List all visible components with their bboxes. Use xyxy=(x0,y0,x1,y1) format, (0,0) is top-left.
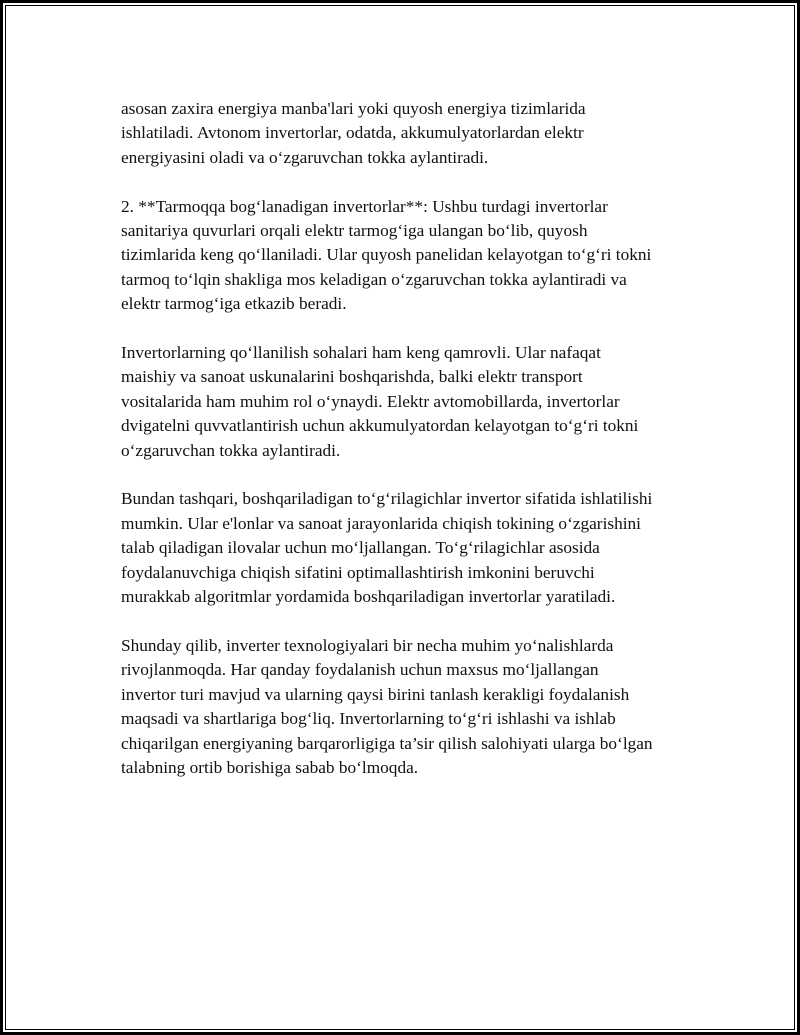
text-line: o‘zgaruvchan tokka aylantiradi. xyxy=(121,440,341,460)
text-line: elektr tarmog‘iga etkazib beradi. xyxy=(121,294,347,314)
text-line: chiqarilgan energiyaning barqarorligiga ta’sir qilish salohiyati ularga bo‘lgan xyxy=(121,733,653,753)
text-line: asosan zaxira energiya manba'lari yoki quyosh energiya tizimlarida xyxy=(121,99,586,118)
paragraph-controlled-rectifiers xyxy=(121,487,711,609)
text-line: talabning ortib borishiga sabab bo‘lmoqda. xyxy=(121,757,419,777)
text-line: murakkab algoritmlar yordamida boshqariladigan invertorlar yaratiladi. xyxy=(121,587,616,607)
text-line: maqsadi va shartlariga bog‘liq. Invertorlarning to‘g‘ri ishlashi va ishlab xyxy=(121,709,616,729)
text-line: tarmoq to‘lqin shakliga mos keladigan o‘zgaruvchan tokka aylantiradi va xyxy=(121,269,627,289)
text-line: Invertorlarning qo‘llanilish sohalari ham keng qamrovli. Ular nafaqat xyxy=(121,343,601,363)
text-line: tizimlarida keng qo‘llaniladi. Ular quyosh panelidan kelayotgan to‘g‘ri tokni xyxy=(121,245,652,265)
text-line: energiyasini oladi va o‘zgaruvchan tokka aylantiradi. xyxy=(121,147,489,167)
text-line: rivojlanmoqda. Har qanday foydalanish uchun maxsus mo‘ljallangan xyxy=(121,660,599,680)
document-body xyxy=(121,97,711,805)
text-line: maishiy va sanoat uskunalarini boshqarishda, balki elektr transport xyxy=(121,367,583,387)
text-line: talab qiladigan ilovalar uchun mo‘ljallangan. To‘g‘rilagichlar asosida xyxy=(121,538,600,558)
paragraph-application-areas xyxy=(121,341,711,463)
text-line: mumkin. Ular e'lonlar va sanoat jarayonlarida chiqish tokining o‘zgarishini xyxy=(121,513,641,533)
text-line: Bundan tashqari, boshqariladigan to‘g‘rilagichlar invertor sifatida ishlatilishi xyxy=(121,489,653,509)
text-line: invertor turi mavjud va ularning qaysi birini tanlash kerakligi foydalanish xyxy=(121,684,630,704)
text-line: ishlatiladi. Avtonom invertorlar, odatda, akkumulyatorlardan elektr xyxy=(121,123,584,143)
text-line: dvigatelni quvvatlantirish uchun akkumulyatordan kelayotgan to‘g‘ri tokni xyxy=(121,416,639,436)
paragraph-grid-tied-inverters xyxy=(121,195,711,317)
text-line: vositalarida ham muhim rol o‘ynaydi. Elektr avtomobillarda, invertorlar xyxy=(121,391,620,411)
paragraph-autonomous-inverters-end xyxy=(121,97,711,170)
text-line: 2. **Tarmoqqa bog‘lanadigan invertorlar**: Ushbu turdagi invertorlar xyxy=(121,196,608,216)
text-line: sanitariya quvurlari orqali elektr tarmog‘iga ulangan bo‘lib, quyosh xyxy=(121,221,588,241)
paragraph-conclusion xyxy=(121,634,711,780)
text-line: Shunday qilib, inverter texnologiyalari bir necha muhim yo‘nalishlarda xyxy=(121,635,614,655)
text-line: foydalanuvchiga chiqish sifatini optimallashtirish imkonini beruvchi xyxy=(121,562,595,582)
